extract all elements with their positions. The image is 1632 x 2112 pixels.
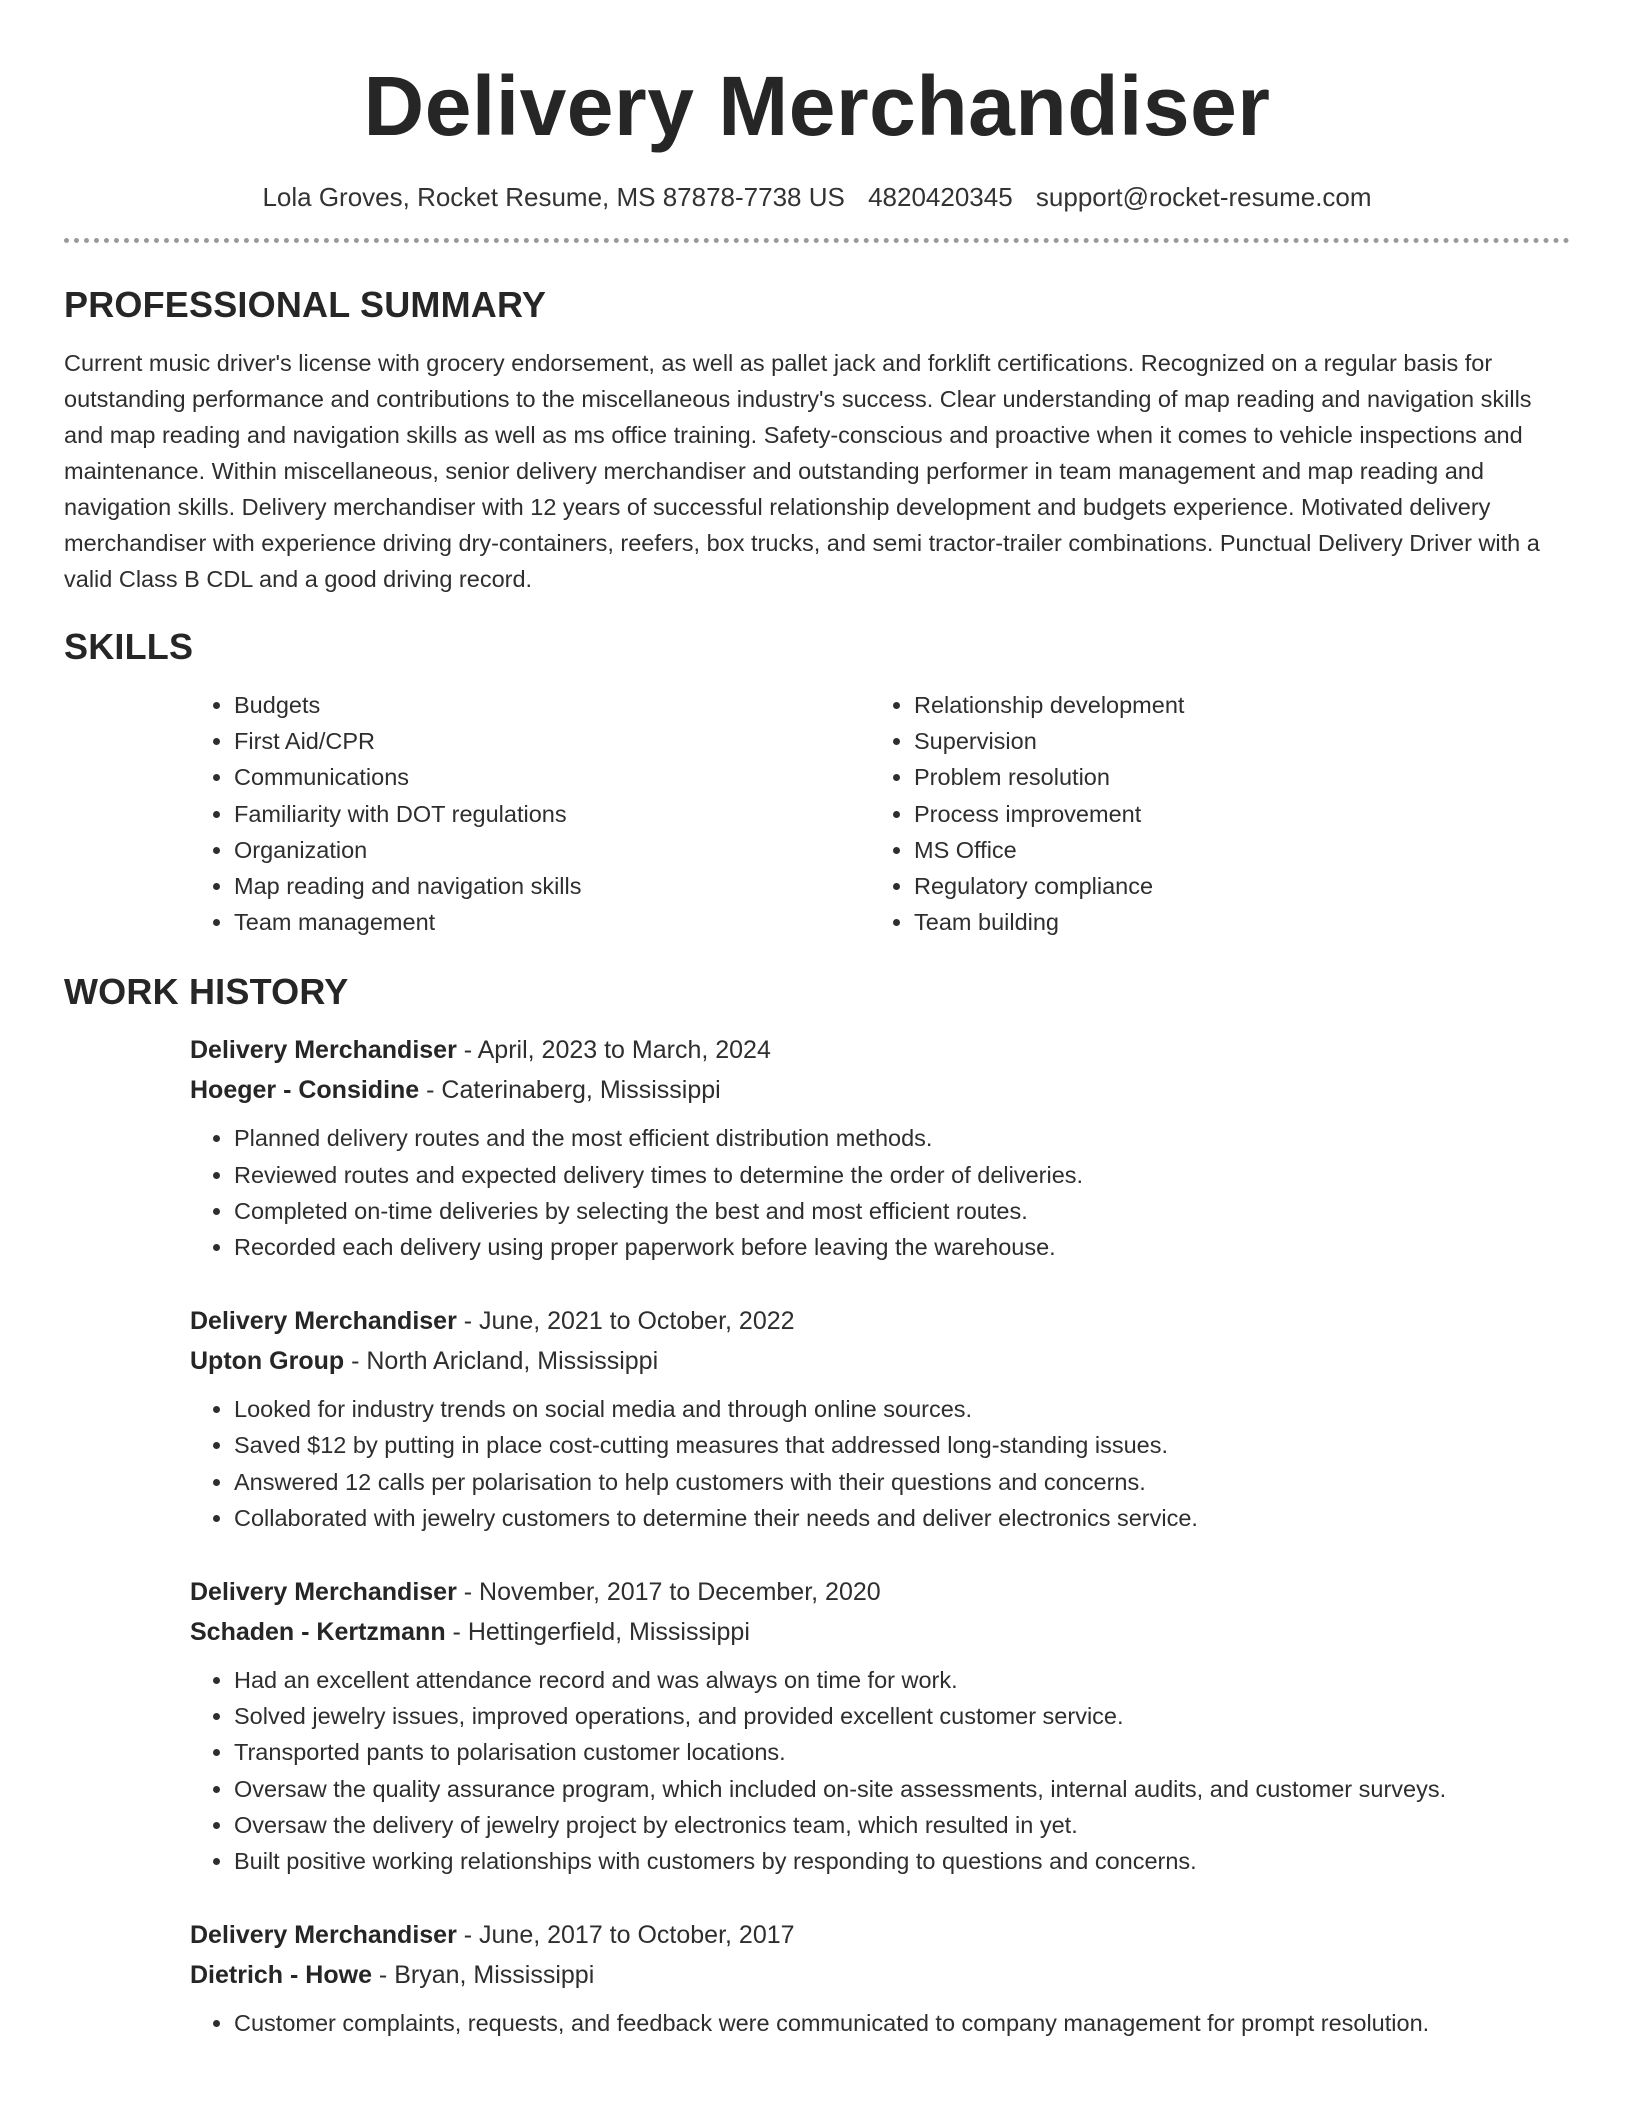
job-bullets [190, 1391, 1570, 1536]
job-bullet: • Reviewed routes and expected delivery times to determine the order of deliveries. [234, 1157, 1570, 1193]
job-location: - Bryan, Mississippi [371, 1961, 595, 1990]
resume-name-title: Delivery Merchandiser [363, 59, 1271, 153]
skill-item: • Process improvement [914, 796, 1184, 832]
job-company-line [190, 1955, 1570, 1995]
job-bullet: • Looked for industry trends on social media and through online sources. [234, 1391, 1570, 1427]
job-bullet: • Saved $12 by putting in place cost-cutting measures that addressed long-standing issues. [234, 1427, 1570, 1463]
skill-item: • Familiarity with DOT regulations [234, 796, 870, 832]
job-title-line [190, 1301, 1570, 1341]
contact-email: support@rocket-resume.com [1035, 182, 1372, 212]
job-bullets [190, 1662, 1570, 1879]
job-bullet: • Answered 12 calls per polarisation to help customers with their questions and concerns. [234, 1464, 1570, 1500]
job-dates: - April, 2023 to March, 2024 [456, 1036, 771, 1065]
summary-heading: PROFESSIONAL SUMMARY [64, 284, 547, 325]
job-bullet: • Transported pants to polarisation customer locations. [234, 1734, 1570, 1770]
skills-column-right [870, 687, 1184, 940]
job-company: Upton Group [190, 1347, 345, 1376]
job-dates: - June, 2021 to October, 2022 [456, 1307, 795, 1336]
skill-item: • Supervision [914, 723, 1184, 759]
contact-phone: 4820420345 [868, 182, 1013, 212]
skill-item: • First Aid/CPR [234, 723, 870, 759]
job-company: Schaden - Kertzmann [190, 1618, 446, 1647]
job-bullet: • Oversaw the delivery of jewelry project by electronics team, which resulted in yet. [234, 1807, 1570, 1843]
job-role: Delivery Merchandiser [190, 1578, 457, 1607]
job-company-line [190, 1070, 1570, 1110]
skill-item: • Budgets [234, 687, 870, 723]
job-bullet: • Had an excellent attendance record and was always on time for work. [234, 1662, 1570, 1698]
work-history-section [64, 970, 1570, 2041]
skills-section [64, 625, 1570, 940]
job-dates: - June, 2017 to October, 2017 [456, 1921, 795, 1950]
skill-item: • Relationship development [914, 687, 1184, 723]
job-bullet: • Collaborated with jewelry customers to determine their needs and deliver electronics service. [234, 1500, 1570, 1536]
resume-page [64, 0, 1570, 2077]
job-company: Dietrich - Howe [190, 1961, 372, 1990]
job-bullet: • Planned delivery routes and the most efficient distribution methods. [234, 1120, 1570, 1156]
skills-column-left [190, 687, 870, 940]
job-bullets [190, 2005, 1570, 2041]
job-bullets [190, 1120, 1570, 1265]
job-dates: - November, 2017 to December, 2020 [456, 1578, 881, 1607]
job-company: Hoeger - Considine [190, 1076, 420, 1105]
job-location: - North Aricland, Mississippi [344, 1347, 659, 1376]
job-location: - Caterinaberg, Mississippi [419, 1076, 721, 1105]
job-entry [190, 1030, 1570, 1265]
job-entry [190, 1915, 1570, 2041]
job-bullet: • Customer complaints, requests, and feedback were communicated to company management for prompt resolution. [234, 2005, 1570, 2041]
skills-list [190, 687, 1570, 940]
job-role: Delivery Merchandiser [190, 1921, 457, 1950]
contact-address: Lola Groves, Rocket Resume, MS 87878-7738 US [262, 182, 845, 212]
job-bullet: • Oversaw the quality assurance program, which included on-site assessments, internal audits, and customer surveys. [234, 1771, 1570, 1807]
job-location: - Hettingerfield, Mississippi [445, 1618, 750, 1647]
job-bullet: • Solved jewelry issues, improved operations, and provided excellent customer service. [234, 1698, 1570, 1734]
skill-item: • Regulatory compliance [914, 868, 1184, 904]
job-title-line [190, 1030, 1570, 1070]
skill-item: • Communications [234, 759, 870, 795]
job-title-line [190, 1915, 1570, 1955]
skill-item: • Organization [234, 832, 870, 868]
job-company-line [190, 1341, 1570, 1381]
job-bullet: • Completed on-time deliveries by selecting the best and most efficient routes. [234, 1193, 1570, 1229]
job-entry [190, 1572, 1570, 1879]
skill-item: • Problem resolution [914, 759, 1184, 795]
job-bullet: • Recorded each delivery using proper paperwork before leaving the warehouse. [234, 1229, 1570, 1265]
job-bullet: • Built positive working relationships with customers by responding to questions and concerns. [234, 1843, 1570, 1879]
job-company-line [190, 1612, 1570, 1652]
job-list [190, 1030, 1570, 2041]
work-history-heading: WORK HISTORY [64, 971, 349, 1013]
job-role: Delivery Merchandiser [190, 1307, 457, 1336]
skills-heading: SKILLS [64, 626, 194, 667]
job-title-line [190, 1572, 1570, 1612]
summary-section [64, 283, 1570, 597]
contact-line [64, 180, 1570, 214]
header-divider [64, 238, 1570, 243]
summary-text: Current music driver's license with grocery endorsement, as well as pallet jack and forklift certifications. Recognized on a regular basis for outstanding performance and contributions to the miscellaneous industry's success. Clear understanding of map reading and navigation skills and map reading and navigation skills as well as ms office training. Safety-conscious and proactive when it comes to vehicle inspections and maintenance. Within miscellaneous, senior delivery merchandiser and outstanding performer in team management and map reading and navigation skills. Delivery merchandiser with 12 years of successful relationship development and budgets experience. Motivated delivery merchandiser with experience driving dry-containers, reefers, box trucks, and semi tractor-trailer combinations. Punctual Delivery Driver with a valid Class B CDL and a good driving record. [64, 350, 1540, 592]
skill-item: • Team management [234, 904, 870, 940]
skill-item: • Map reading and navigation skills [234, 868, 870, 904]
job-role: Delivery Merchandiser [190, 1036, 457, 1065]
skill-item: • MS Office [914, 832, 1184, 868]
job-entry [190, 1301, 1570, 1536]
skill-item: • Team building [914, 904, 1184, 940]
